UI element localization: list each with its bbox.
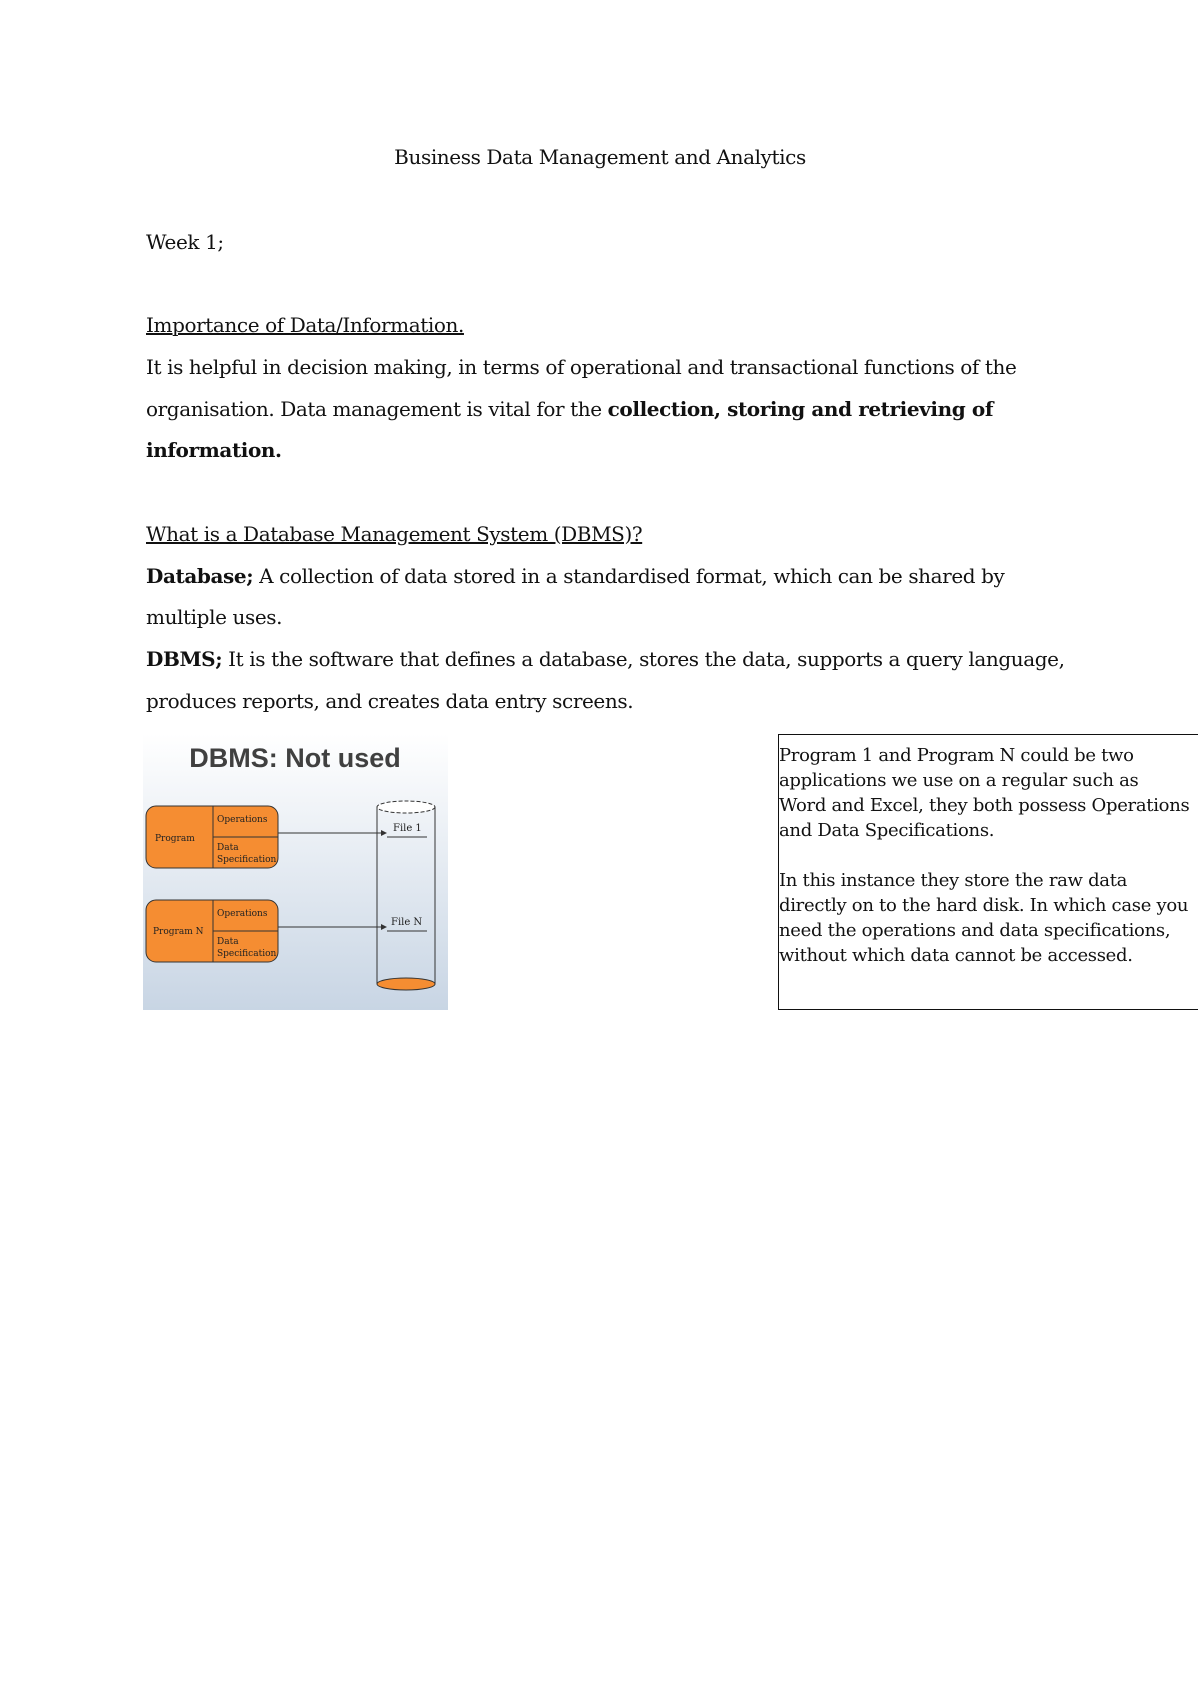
page-title: Business Data Management and Analytics [394,145,806,169]
dbms-term: DBMS; [146,647,223,671]
file-n-label: File N [391,917,423,928]
importance-text-line1: It is helpful in decision making, in terms of operational and transactional functions of the [146,355,1017,379]
program-1-operations: Operations [217,815,268,825]
database-definition: A collection of data stored in a standardised format, which can be shared by [253,564,1005,588]
explanation-paragraph-2: In this instance they store the raw data directly on to the hard disk. In which case you need the operations and data specifications, without which data cannot be accessed. [779,870,1189,966]
explanation-text-box [778,734,1198,1010]
database-definition-line2: multiple uses. [146,605,283,629]
program-n-label: Program N [153,927,204,937]
figure-title: DBMS: Not used [189,743,401,773]
week-label: Week 1; [146,230,224,254]
program-1-specification: Specification [217,855,277,865]
program-1-label: Program [155,834,195,844]
program-1-box [146,806,278,868]
section-heading-importance: Importance of Data/Information. [146,313,464,337]
dbms-definition-line2: produces reports, and creates data entry screens. [146,689,634,713]
database-definition-line1 [146,564,1004,588]
figure-background [143,734,448,1010]
dbms-not-used-figure [143,734,448,1010]
importance-text-bold: collection, storing and retrieving of [607,397,994,421]
file-1-label: File 1 [393,823,422,834]
importance-text-line2 [146,397,993,421]
database-term: Database; [146,564,254,588]
explanation-paragraph-1: Program 1 and Program N could be two applications we use on a regular such as Word and Excel, they both possess Operations and Data Specifications. [779,745,1190,841]
dbms-definition: It is the software that defines a database, stores the data, supports a query language, [222,647,1065,671]
importance-text-line3: information. [146,438,282,462]
program-n-specification: Specification [217,949,277,959]
program-1-data: Data [217,843,239,853]
program-n-operations: Operations [217,909,268,919]
program-n-box [146,900,278,962]
program-n-data: Data [217,937,239,947]
dbms-definition-line1 [146,647,1065,671]
section-heading-dbms: What is a Database Management System (DBMS)? [146,522,643,546]
importance-text-plain: organisation. Data management is vital for the [146,397,608,421]
